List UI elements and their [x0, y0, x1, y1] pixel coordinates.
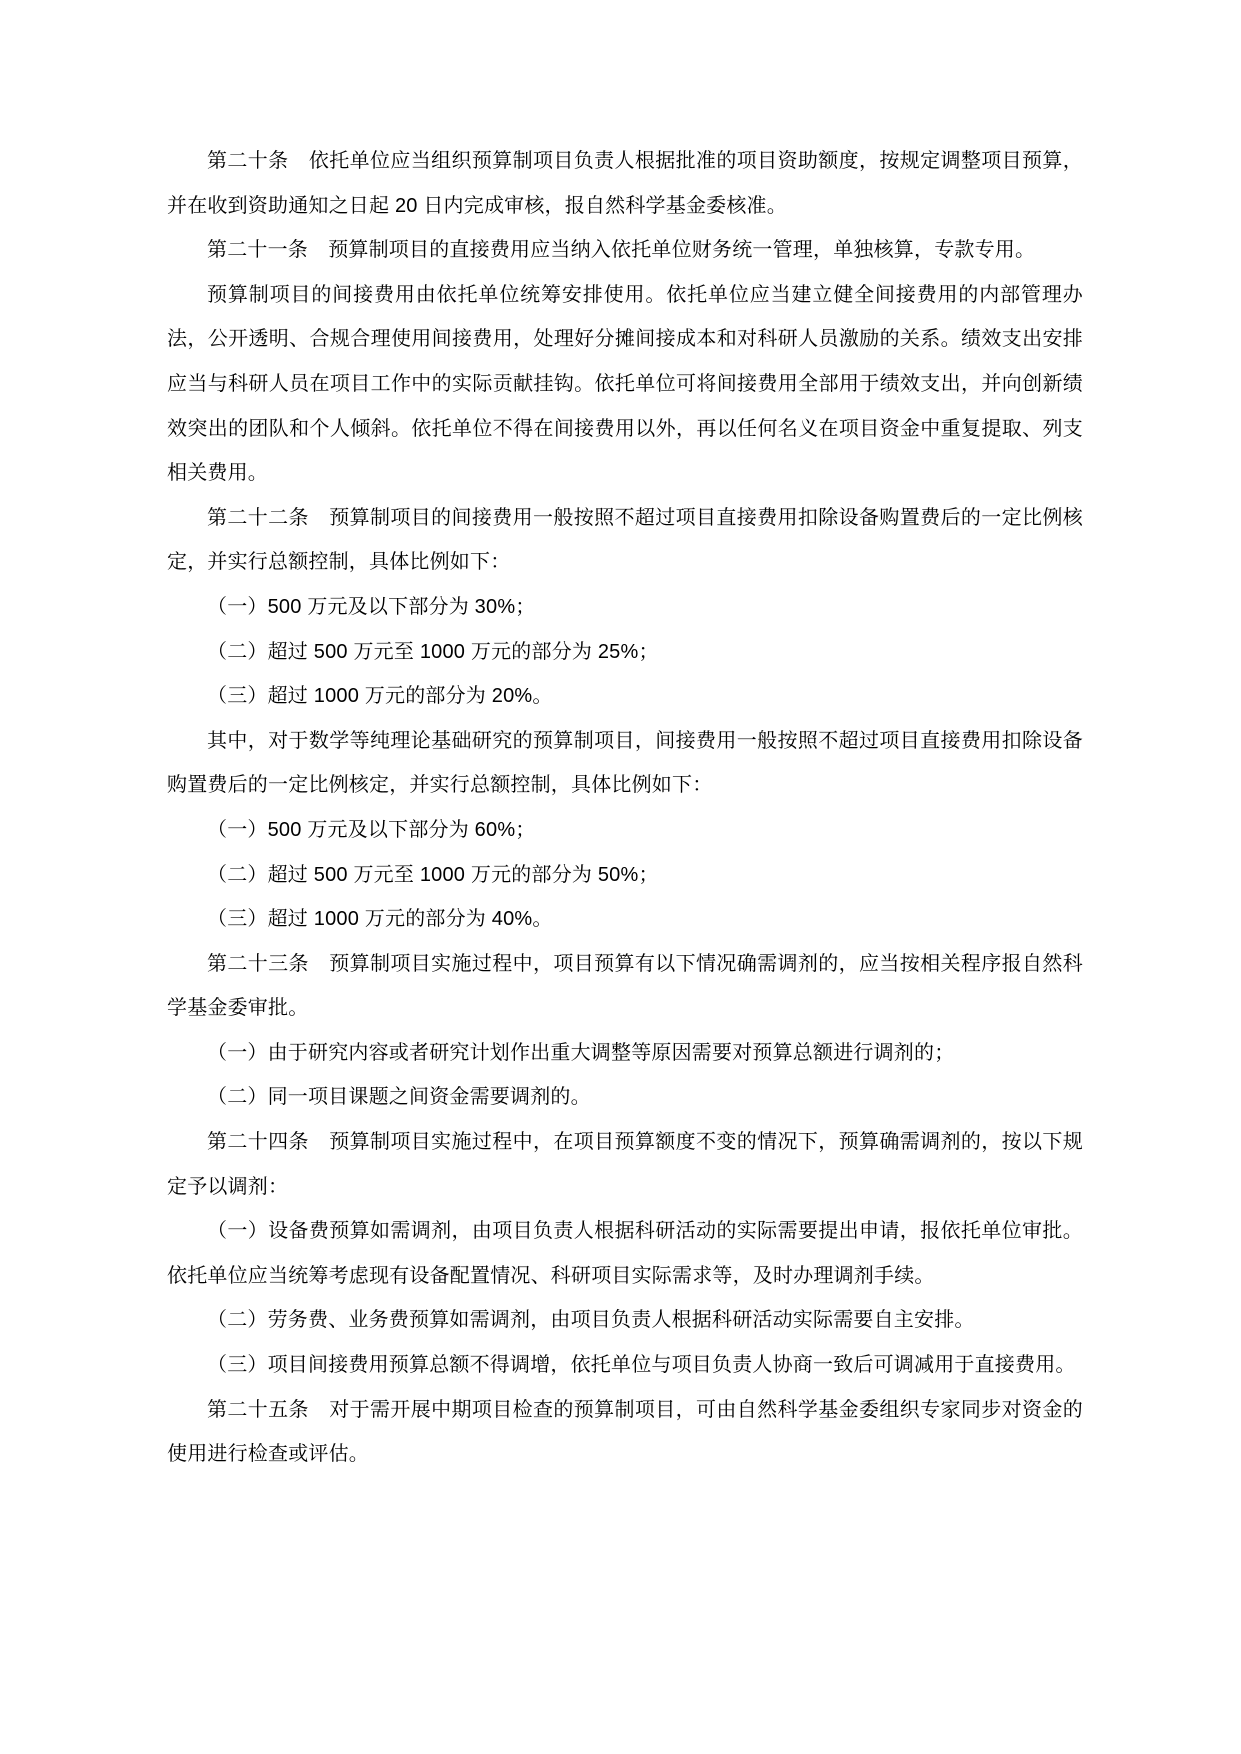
paragraph-indirect-fee-management: 预算制项目的间接费用由依托单位统筹安排使用。依托单位应当建立健全间接费用的内部管理办法，公开透明、合规合理使用间接费用，处理好分摊间接成本和对科研人员激励的关系。绩效支出安排应当与科研人员在项目工作中的实际贡献挂钩。依托单位可将间接费用全部用于绩效支出，并向创新绩效突出的团队和个人倾斜。依托单位不得在间接费用以外，再以任何名义在项目资金中重复提取、列支相关费用。 [167, 283, 1083, 485]
list-item-ratio-25: （二）超过 500 万元至 1000 万元的部分为 25%； [207, 640, 659, 663]
paragraph-pure-theory-note: 其中，对于数学等纯理论基础研究的预算制项目，间接费用一般按照不超过项目直接费用扣除设备购置费后的一定比例核定，并实行总额控制，具体比例如下： [167, 729, 1083, 797]
list-item-indirect-fee-cap: （三）项目间接费用预算总额不得调增，依托单位与项目负责人协商一致后可调减用于直接费用。 [207, 1354, 1076, 1377]
paragraph-article-21: 第二十一条 预算制项目的直接费用应当纳入依托单位财务统一管理，单独核算，专款专用。 [207, 239, 1036, 262]
list-item-labor-fee-adjust: （二）劳务费、业务费预算如需调剂，由项目负责人根据科研活动实际需要自主安排。 [207, 1309, 975, 1332]
paragraph-article-22: 第二十二条 预算制项目的间接费用一般按照不超过项目直接费用扣除设备购置费后的一定比例核定，并实行总额控制，具体比例如下： [167, 506, 1083, 574]
paragraph-article-20: 第二十条 依托单位应当组织预算制项目负责人根据批准的项目资助额度，按规定调整项目预算，并在收到资助通知之日起 20 日内完成审核，报自然科学基金委核准。 [167, 150, 1083, 217]
list-item-ratio-40: （三）超过 1000 万元的部分为 40%。 [207, 908, 553, 931]
paragraph-article-24: 第二十四条 预算制项目实施过程中，在项目预算额度不变的情况下，预算确需调剂的，按以下规定予以调剂： [167, 1131, 1083, 1198]
list-item-adjust-between-subprojects: （二）同一项目课题之间资金需要调剂的。 [207, 1086, 591, 1109]
list-item-adjust-total-budget: （一）由于研究内容或者研究计划作出重大调整等原因需要对预算总额进行调剂的； [207, 1041, 955, 1064]
list-item-ratio-60: （一）500 万元及以下部分为 60%； [207, 818, 536, 841]
list-item-ratio-50: （二）超过 500 万元至 1000 万元的部分为 50%； [207, 863, 659, 886]
list-item-equipment-fee-adjust: （一）设备费预算如需调剂，由项目负责人根据科研活动的实际需要提出申请，报依托单位审批。依托单位应当统筹考虑现有设备配置情况、科研项目实际需求等，及时办理调剂手续。 [167, 1220, 1083, 1287]
paragraph-article-23: 第二十三条 预算制项目实施过程中，项目预算有以下情况确需调剂的，应当按相关程序报自然科学基金委审批。 [167, 952, 1083, 1020]
document-body [167, 139, 1083, 1477]
paragraph-article-25: 第二十五条 对于需开展中期项目检查的预算制项目，可由自然科学基金委组织专家同步对资金的使用进行检查或评估。 [167, 1398, 1083, 1466]
list-item-ratio-20: （三）超过 1000 万元的部分为 20%。 [207, 685, 553, 708]
list-item-ratio-30: （一）500 万元及以下部分为 30%； [207, 595, 536, 618]
